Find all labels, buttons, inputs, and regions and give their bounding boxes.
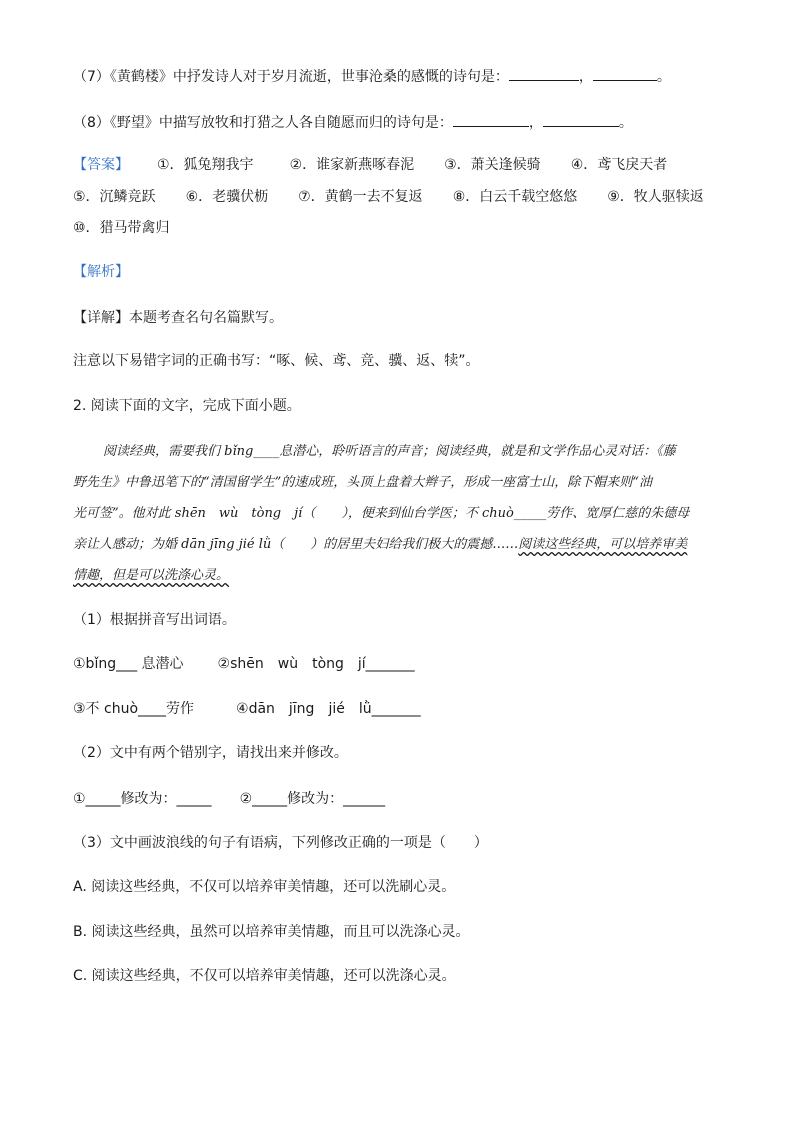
answer-item: ⑤．沉鳞竞跃	[73, 189, 156, 205]
sub-question-2-title: （2）文中有两个错别字，请找出来并修改。	[73, 745, 348, 761]
option-c[interactable]: C. 阅读这些经典，不仅可以培养审美情趣，还可以洗涤心灵。	[73, 968, 456, 984]
answer-item: ⑩．猎马带禽归	[73, 220, 170, 236]
sub-question-2-row	[73, 789, 385, 809]
sub-question-3-title: （3）文中画波浪线的句子有语病，下列修改正确的一项是（ ）	[73, 835, 488, 851]
analysis-note: 注意以下易错字词的正确书写：“啄、候、鸢、竞、骥、返、犊”。	[73, 353, 480, 369]
analysis-label: 【解析】	[73, 264, 129, 280]
passage-text: 亲让人感动；为婚 dān jīng jié lǜ（ ）的居里夫妇给我们极大的震撼……	[73, 537, 519, 552]
answer-blank[interactable]	[593, 66, 657, 81]
question-7	[73, 66, 671, 87]
passage-line-wavy: 情趣，但是可以洗涤心灵。	[73, 568, 230, 583]
answer-row-3	[73, 218, 721, 238]
answer-blank[interactable]	[543, 112, 619, 127]
period: 。	[656, 69, 671, 85]
answer-row-2	[73, 187, 721, 207]
pinyin-item: ②shēn wù tòng jí_______	[217, 656, 415, 672]
reading-passage	[73, 436, 721, 591]
sub-question-1-row-2	[73, 699, 421, 719]
separator: ，	[578, 69, 593, 85]
period: 。	[618, 115, 633, 131]
passage-line: 阅读经典，需要我们 bǐng____息潜心，聆听语言的声音；阅读经典，就是和文学作品心灵对话：《藤	[103, 444, 676, 459]
question-8	[73, 112, 633, 133]
sub-question-1-title: （1）根据拼音写出词语。	[73, 612, 236, 628]
analysis-detail: 【详解】本题考查名句名篇默写。	[73, 310, 283, 326]
correction-item: ②_____修改为：______	[239, 791, 386, 807]
correction-item: ①_____修改为：_____	[73, 791, 212, 807]
question-7-text: （7）《黄鹤楼》中抒发诗人对于岁月流逝，世事沧桑的感慨的诗句是：	[73, 69, 509, 85]
wavy-underlined-sentence: 阅读这些经典，可以培养审美	[518, 537, 688, 552]
answer-item: ⑨．牧人驱犊返	[607, 189, 704, 205]
pinyin-item: ③不 chuò____劳作	[73, 701, 195, 717]
answer-item: ⑥．老骥伏枥	[185, 189, 269, 205]
sub-question-1-row-1	[73, 654, 415, 674]
option-b[interactable]: B. 阅读这些经典，虽然可以培养审美情趣，而且可以洗涤心灵。	[73, 924, 470, 940]
answer-row-1	[73, 155, 721, 175]
passage-line	[73, 529, 721, 560]
answer-blank[interactable]	[509, 66, 579, 81]
question-8-text: （8）《野望》中描写放牧和打猎之人各自随愿而归的诗句是：	[73, 115, 453, 131]
pinyin-item: ①bǐng___ 息潜心	[73, 656, 184, 672]
answer-item: ④．鸢飞戾天者	[570, 157, 668, 173]
answer-blank[interactable]	[453, 112, 529, 127]
answer-item: ⑦．黄鹤一去不复返	[298, 189, 423, 205]
answer-item: ②．谁家新燕啄春泥	[289, 157, 415, 173]
passage-line: 光可签”。他对此 shēn wù tòng jí（ ），便来到仙台学医；不 chuò_____劳作、宽厚仁慈的朱德母	[73, 506, 690, 521]
answer-item: ⑧．白云千载空悠悠	[452, 189, 578, 205]
option-a[interactable]: A. 阅读这些经典，不仅可以培养审美情趣，还可以洗刷心灵。	[73, 879, 456, 895]
question-2-title: 2. 阅读下面的文字，完成下面小题。	[73, 398, 301, 414]
answer-item: ③．萧关逢候骑	[444, 157, 541, 173]
pinyin-item: ④dān jīng jié lǜ_______	[236, 701, 421, 717]
answer-label: 【答案】	[73, 157, 129, 173]
separator: ，	[528, 115, 543, 131]
passage-line: 野先生》中鲁迅笔下的“清国留学生”的速成班，头顶上盘着大辫子，形成一座富士山，除下帽来则“油	[73, 475, 652, 490]
answer-item: ①．狐兔翔我宇	[157, 157, 254, 173]
